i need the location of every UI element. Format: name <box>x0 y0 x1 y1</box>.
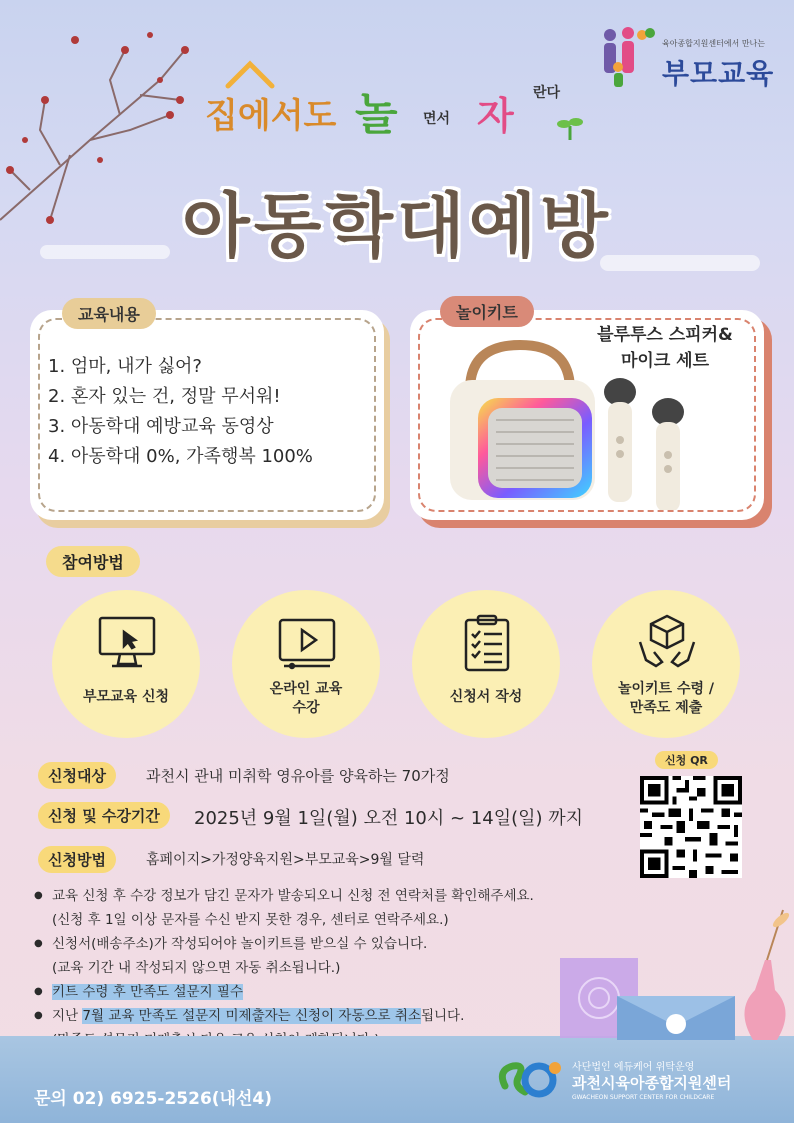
list-item: 1. 엄마, 내가 싫어? <box>48 356 202 377</box>
package-hands-icon <box>636 612 698 674</box>
org-name: 과천시육아종합지원센터 <box>572 1074 732 1092</box>
step-label: 부모교육 신청 <box>82 689 170 705</box>
step-form <box>412 590 560 738</box>
note-text: 됩니다. <box>420 1008 465 1024</box>
list-item: 3. 아동학대 예방교육 동영상 <box>48 416 274 437</box>
subtitle-part: 집에서도 <box>205 96 337 136</box>
list-item: 2. 혼자 있는 건, 정말 무서워! <box>48 386 281 407</box>
video-play-icon <box>276 612 338 674</box>
contact-info: 문의 02) 6925-2526(내선4) <box>34 1089 273 1109</box>
highlight-text: 키트 수령 후 만족도 설문지 필수 <box>52 984 243 1000</box>
clipboard-icon <box>456 612 518 674</box>
roof-icon <box>225 60 275 90</box>
logo-subtitle: 육아종합지원센터에서 만나는 <box>662 39 766 48</box>
note-item: ● 신청서(배송주소)가 작성되어야 놀이키트를 받으실 수 있습니다. <box>34 932 534 956</box>
computer-icon <box>96 612 158 674</box>
period-label: 신청 및 수강기간 <box>38 802 170 829</box>
step-apply <box>52 590 200 738</box>
subtitle-part: 란다 <box>533 85 561 101</box>
note-item: ● 교육 신청 후 수강 정보가 담긴 문자가 발송되오니 신청 전 연락처를 확인해주세요. <box>34 884 534 908</box>
kit-name-line: 마이크 세트 <box>620 351 710 371</box>
step-label: 신청서 작성 <box>449 689 523 705</box>
step-label-line: 수강 <box>292 700 320 716</box>
step-label-line: 놀이키트 수령 / <box>617 681 714 697</box>
org-name-english: GWACHEON SUPPORT CENTER FOR CHILDCARE <box>572 1094 715 1101</box>
subtitle-part: 놀 <box>355 89 398 140</box>
qr-label: 신청 QR <box>655 751 718 769</box>
kit-tag: 놀이키트 <box>440 296 534 327</box>
method-tag: 참여방법 <box>46 546 140 577</box>
subtitle-part: 면서 <box>423 111 451 127</box>
education-list <box>48 352 313 472</box>
note-item <box>34 980 534 1004</box>
step-label-line: 온라인 교육 <box>269 681 343 697</box>
subtitle <box>205 60 595 160</box>
note-sub: (교육 기간 내 작성되지 않으면 자동 취소됩니다.) <box>52 960 341 976</box>
sprout-icon <box>555 112 585 142</box>
step-receive <box>592 590 740 738</box>
logo-title: 부모교육 <box>662 57 775 90</box>
period-value: 2025년 9월 1일(월) 오전 10시 ~ 14일(일) 까지 <box>194 808 584 829</box>
step-label-line: 만족도 제출 <box>629 700 703 716</box>
step-label <box>592 680 740 718</box>
how-value: 홈페이지>가정양육지원>부모교육>9월 달력 <box>146 852 425 868</box>
target-label: 신청대상 <box>38 762 116 789</box>
step-online <box>232 590 380 738</box>
note-sub: (신청 후 1일 이상 문자를 수신 받지 못한 경우, 센터로 연락주세요.) <box>52 912 449 928</box>
highlight-text: 7월 교육 만족도 설문지 미제출자는 신청이 자동으로 취소 <box>82 1008 421 1024</box>
qr-code[interactable] <box>640 776 742 878</box>
page-title: 아동학대예방 <box>182 185 612 267</box>
list-item: 4. 아동학대 0%, 가족행복 100% <box>48 446 313 467</box>
note-item <box>34 1004 534 1028</box>
org-operator: 사단법인 에듀케어 위탁운영 <box>572 1062 695 1073</box>
kit-name-line: 블루투스 스피커& <box>597 325 733 345</box>
subtitle-part: 자 <box>477 94 514 138</box>
target-value: 과천시 관내 미취학 영유아를 양육하는 70가정 <box>146 767 450 785</box>
step-label <box>232 680 380 718</box>
notes-list <box>34 884 534 1052</box>
note-text: 지난 <box>52 1008 83 1024</box>
org-logo-icon <box>495 1056 565 1102</box>
education-tag: 교육내용 <box>62 298 156 329</box>
gift-vase-decoration <box>555 900 794 1040</box>
how-label: 신청방법 <box>38 846 116 873</box>
speaker-product-image <box>440 340 700 510</box>
